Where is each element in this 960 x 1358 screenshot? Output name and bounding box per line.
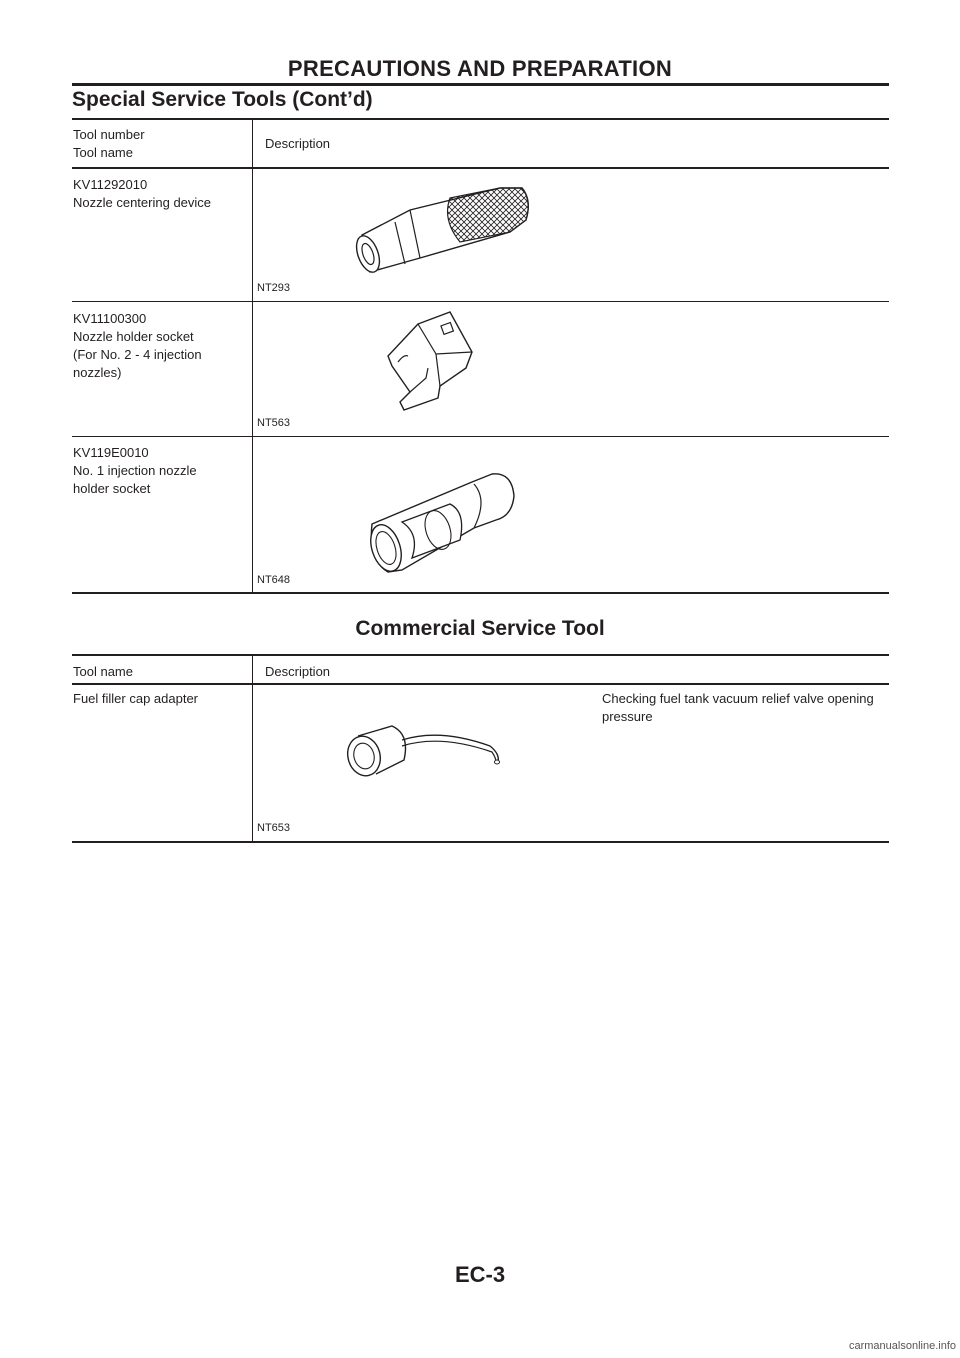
tool-name: Nozzle centering device	[73, 195, 212, 210]
page-header-title: PRECAUTIONS AND PREPARATION	[287, 56, 673, 81]
commercial-section-title: Commercial Service Tool	[355, 617, 605, 640]
table-bottom-rule	[72, 592, 889, 594]
page-number: EC-3	[454, 1262, 506, 1287]
tool-name: No. 1 injection nozzle	[73, 463, 197, 478]
nozzle-centering-device-icon	[350, 180, 540, 280]
col-header-tool-number: Tool number	[73, 127, 145, 142]
tool-name: holder socket	[73, 481, 151, 496]
table-row-rule	[72, 301, 889, 302]
col-header-tool-name: Tool name	[73, 664, 133, 679]
commercial-header-rule	[72, 683, 889, 685]
figure-code: NT653	[257, 822, 291, 834]
figure-code: NT648	[257, 574, 291, 586]
table-column-divider	[252, 118, 253, 594]
figure-code: NT563	[257, 417, 291, 429]
section-subtitle: Special Service Tools (Cont’d)	[72, 88, 373, 111]
tool-number: KV11292010	[73, 177, 148, 192]
tool-name-note: nozzles)	[73, 365, 122, 380]
tool-name-note: (For No. 2 - 4 injection	[73, 347, 202, 362]
commercial-table-top-rule	[72, 654, 889, 656]
commercial-table-bottom-rule	[72, 841, 889, 843]
injection-nozzle-holder-socket-icon	[362, 460, 522, 580]
col-header-tool-name: Tool name	[73, 145, 133, 160]
figure-code: NT293	[257, 282, 291, 294]
col-header-description: Description	[265, 136, 331, 151]
col-header-description: Description	[265, 664, 331, 679]
tool-description: Checking fuel tank vacuum relief valve opening	[602, 691, 874, 706]
watermark: carmanualsonline.info	[848, 1340, 956, 1352]
table-header-rule	[72, 167, 889, 169]
tool-number: KV119E0010	[73, 445, 149, 460]
tool-description: pressure	[602, 709, 653, 724]
tool-number: KV11100300	[73, 311, 147, 326]
fuel-filler-cap-adapter-icon	[340, 718, 510, 788]
tool-name: Fuel filler cap adapter	[73, 691, 199, 706]
tool-name: Nozzle holder socket	[73, 329, 194, 344]
table-top-rule	[72, 118, 889, 120]
nozzle-holder-socket-icon	[380, 306, 490, 416]
table-row-rule	[72, 436, 889, 437]
header-rule	[72, 83, 889, 86]
